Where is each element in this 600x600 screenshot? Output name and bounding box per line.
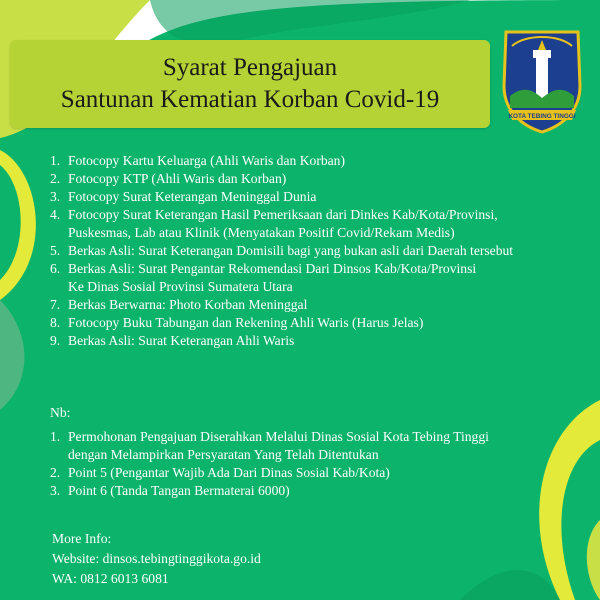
note-item: 1. Permohonan Pengajuan Diserahkan Melalui Dinas Sosial Kota Tebing Tinggi dengan Melampirkan Persyaratan Yang Telah Ditentukan: [50, 429, 489, 462]
more-info: [52, 529, 261, 589]
title-line-2: Santunan Kematian Korban Covid-19: [60, 86, 440, 113]
whatsapp-number[interactable]: WA: 0812 6013 6081: [52, 571, 169, 586]
kota-tebing-tinggi-crest-icon: [500, 26, 584, 134]
title-box: [10, 40, 490, 128]
requirement-item: 3. Fotocopy Surat Keterangan Meninggal Dunia: [50, 189, 317, 204]
requirement-item: 4. Fotocopy Surat Keterangan Hasil Pemeriksaan dari Dinkes Kab/Kota/Provinsi, Puskesmas, Lab atau Klinik (Menyatakan Positif Covid/Rekam Medis): [50, 207, 498, 240]
svg-text:KOTA TEBING TINGGI: KOTA TEBING TINGGI: [508, 113, 576, 120]
note-item: 2. Point 5 (Pengantar Wajib Ada Dari Dinas Sosial Kab/Kota): [50, 465, 390, 480]
notes-label: Nb:: [50, 405, 71, 420]
requirement-item: 6. Berkas Asli: Surat Pengantar Rekomendasi Dari Dinsos Kab/Kota/Provinsi Ke Dinas Sosial Provinsi Sumatera Utara: [50, 261, 477, 294]
notes-list: [50, 428, 489, 500]
note-item: 3. Point 6 (Tanda Tangan Bermaterai 6000): [50, 483, 290, 498]
requirement-item: 9. Berkas Asli: Surat Keterangan Ahli Waris: [50, 333, 295, 348]
website-link[interactable]: Website: dinsos.tebingtinggikota.go.id: [52, 551, 261, 566]
requirement-item: 8. Fotocopy Buku Tabungan dan Rekening Ahli Waris (Harus Jelas): [50, 315, 424, 330]
more-info-label: More Info:: [52, 531, 112, 546]
title-line-1: Syarat Pengajuan: [162, 54, 338, 81]
requirements-list: [50, 152, 513, 350]
requirement-item: 2. Fotocopy KTP (Ahli Waris dan Korban): [50, 171, 287, 186]
requirement-item: 7. Berkas Berwarna: Photo Korban Meninggal: [50, 297, 308, 312]
requirement-item: 1. Fotocopy Kartu Keluarga (Ahli Waris dan Korban): [50, 153, 346, 168]
requirement-item: 5. Berkas Asli: Surat Keterangan Domisili bagi yang bukan asli dari Daerah tersebut: [50, 243, 514, 258]
